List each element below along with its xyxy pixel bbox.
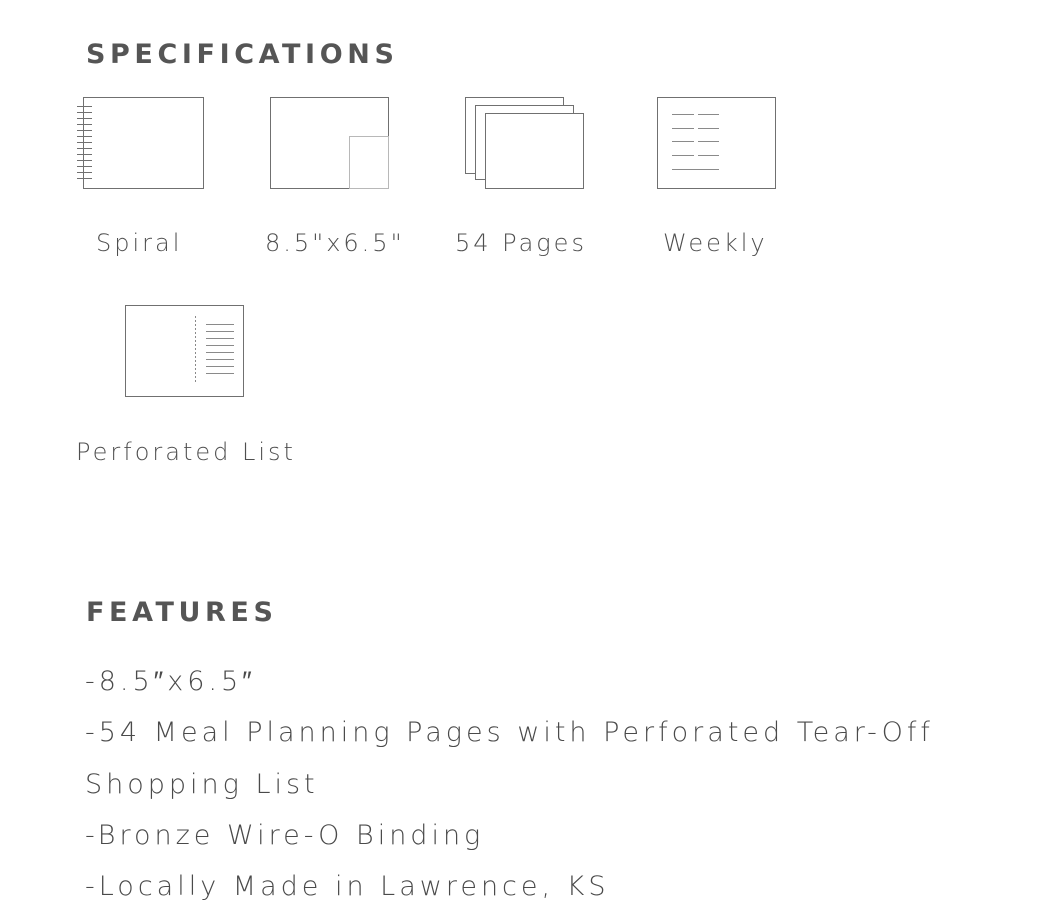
spec-label-spiral: Spiral [96,229,183,257]
specifications-heading: SPECIFICATIONS [86,39,399,70]
spec-label-pages: 54 Pages [455,229,587,257]
perforated-list-icon [124,304,246,398]
feature-item-pages: -54 Meal Planning Pages with Perforated Tear-Off Shopping List [85,717,934,800]
features-heading: FEATURES [86,597,278,628]
feature-item-binding: -Bronze Wire-O Binding [85,819,485,851]
feature-item-origin: -Locally Made in Lawrence, KS [85,871,610,903]
spec-label-perforated-list: Perforated List [76,438,296,466]
page-size-icon [269,96,391,190]
features-list [85,656,1015,912]
stacked-pages-icon [464,96,586,190]
spec-label-size: 8.5"x6.5" [265,229,405,257]
spiral-notebook-icon [76,96,206,190]
weekly-layout-icon [656,96,778,190]
feature-item-size: -8.5″x6.5″ [85,666,256,697]
spec-label-weekly: Weekly [663,229,768,257]
